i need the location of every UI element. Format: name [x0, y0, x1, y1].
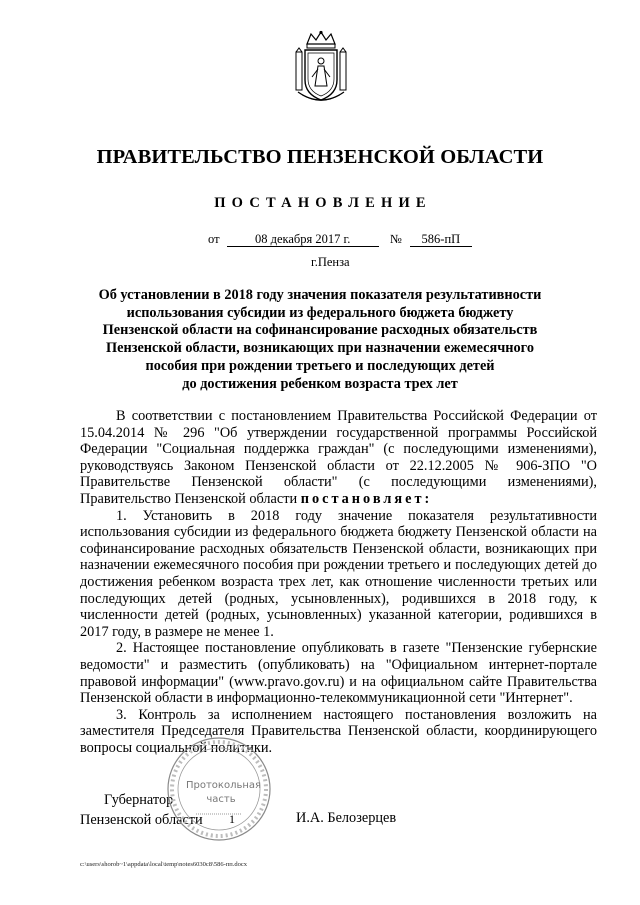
document-number: 586-пП: [410, 232, 472, 247]
document-date: 08 декабря 2017 г.: [227, 232, 379, 247]
stamp-label-line2: часть: [206, 794, 236, 805]
signer-name: И.А. Белозерцев: [296, 810, 397, 826]
subject-line: пособия при рождении третьего и последующих детей: [145, 357, 495, 374]
file-path: c:\users\shorob~1\appdata\local\temp\notes6030c8\586-пп.docx: [80, 861, 247, 868]
document-body: [80, 408, 597, 756]
stamp-label: [186, 779, 262, 807]
date-prefix: от: [208, 232, 220, 246]
stamp-number: 1: [229, 812, 235, 826]
signature-role-line1: Губернатор: [104, 792, 174, 808]
subject-line: до достижения ребенком возраста трех лет: [182, 375, 458, 392]
item-2-paragraph: 2. Настоящее постановление опубликовать в газете "Пензенские губернские ведомости" и разместить (опубликовать) на "Официальном интернет-портале правовой информации" (www.pravo.gov.ru) и на официальном сайте Правительства Пензенской области в информационно-телекоммуникационной сети "Интернет".: [80, 640, 597, 707]
number-prefix: №: [389, 232, 402, 246]
stamp-label-line1: Протокольная: [186, 780, 262, 791]
coat-of-arms-icon: [293, 30, 349, 106]
preamble-text: В соответствии с постановлением Правительства Российской Федерации от 15.04.2014 № 296 "Об утверждении государственной программы Российской Федерации "Социальная поддержка граждан" (с последующими изменениями), руководствуясь Законом Пензенской области от 22.12.2005 № 906-ЗПО "О Правительстве Пензенской области" (с последующими изменениями), Правительство Пензенской области: [80, 408, 597, 507]
decree-word: постановляет:: [300, 490, 433, 507]
subject-line: Пензенской области, возникающих при назначении ежемесячного: [106, 340, 534, 357]
preamble-paragraph: [80, 408, 597, 508]
city: г.Пенза: [311, 255, 350, 269]
document-type: ПОСТАНОВЛЕНИЕ: [214, 195, 432, 211]
subject-line: Пензенской области на софинансирование расходных обязательств: [102, 322, 538, 339]
subject-heading: [70, 287, 570, 393]
government-title: ПРАВИТЕЛЬСТВО ПЕНЗЕНСКОЙ ОБЛАСТИ: [96, 146, 544, 168]
item-3-paragraph: 3. Контроль за исполнением настоящего постановления возложить на заместителя Председателя Правительства Пензенской области, координирующего вопросы социальной политики.: [80, 706, 597, 756]
subject-line: использования субсидии из федерального бюджета бюджету: [126, 304, 514, 321]
subject-line: Об установлении в 2018 году значения показателя результативности: [98, 287, 542, 303]
signature-role-line2: Пензенской области: [80, 812, 203, 828]
item-1-paragraph: 1. Установить в 2018 году значение показателя результативности использования субсидии из федерального бюджета бюджету Пензенской области на софинансирование расходных обязательств Пензенской области, возникающих при назначении ежемесячного пособия при рождении третьего и последующих детей до достижения ребенком возраста трех лет, как отношение численности третьих или последующих детей (родных, усыновленных), родившихся в 2018 году, к численности детей (родных, усыновленных) указанной категории, родившихся в 2017 году, в размере не менее 1.: [80, 507, 597, 640]
date-number-line: [208, 232, 472, 247]
